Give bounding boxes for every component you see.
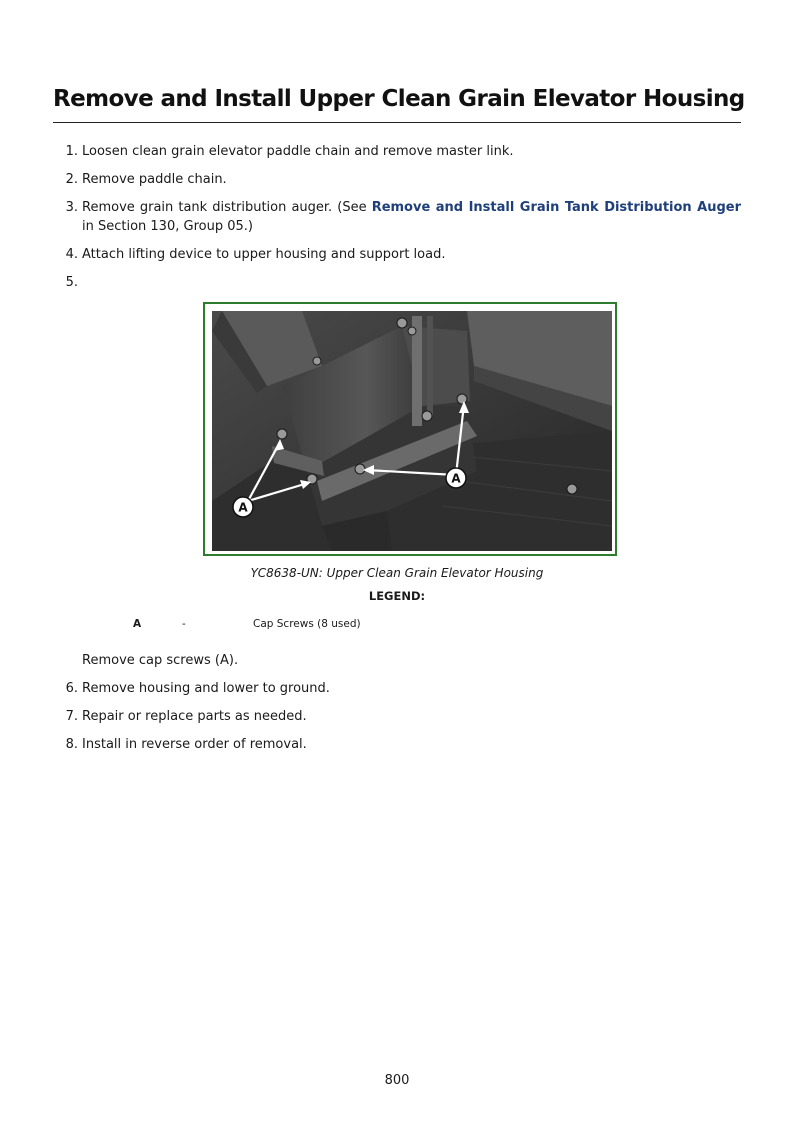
step-text-after: in Section 130, Group 05.) [82, 219, 253, 234]
legend-title: LEGEND: [368, 589, 426, 603]
step-number: 8. [65, 737, 78, 752]
legend-key: A [133, 618, 142, 630]
step-number: 2. [65, 172, 78, 187]
legend-description: Cap Screws (8 used) [253, 618, 361, 630]
step-text: Remove cap screws (A). [82, 653, 239, 668]
step-number: 1. [65, 144, 78, 159]
step-number: 7. [65, 709, 78, 724]
step-number: 6. [65, 681, 78, 696]
callout-label: A [238, 500, 248, 515]
step-text: Install in reverse order of removal. [82, 737, 307, 752]
step-text: Remove paddle chain. [82, 172, 227, 187]
step-text: Repair or replace parts as needed. [82, 709, 307, 724]
step-number: 3. [65, 200, 78, 215]
figure-photo [203, 302, 617, 556]
step-text: Loosen clean grain elevator paddle chain and remove master link. [82, 144, 514, 159]
callout-a-left [233, 497, 253, 517]
cross-reference-link[interactable]: Remove and Install Grain Tank Distribution Auger [371, 200, 742, 215]
step-text-before: Remove grain tank distribution auger. (See [82, 200, 372, 215]
legend-separator: - [182, 618, 186, 630]
step-text: Attach lifting device to upper housing and support load. [82, 247, 446, 262]
step-number: 4. [65, 247, 78, 262]
figure-caption: YC8638-UN: Upper Clean Grain Elevator Housing [250, 566, 544, 580]
elevator-housing-photo [212, 311, 612, 551]
step-text: Remove housing and lower to ground. [82, 681, 330, 696]
callout-label: A [451, 471, 461, 486]
step-number: 5. [65, 275, 78, 290]
page-title: Remove and Install Upper Clean Grain Elevator Housing [53, 86, 745, 112]
callout-a-right [446, 468, 466, 488]
step-text [82, 198, 741, 236]
page-number: 800 [384, 1073, 410, 1088]
title-rule [53, 122, 741, 123]
